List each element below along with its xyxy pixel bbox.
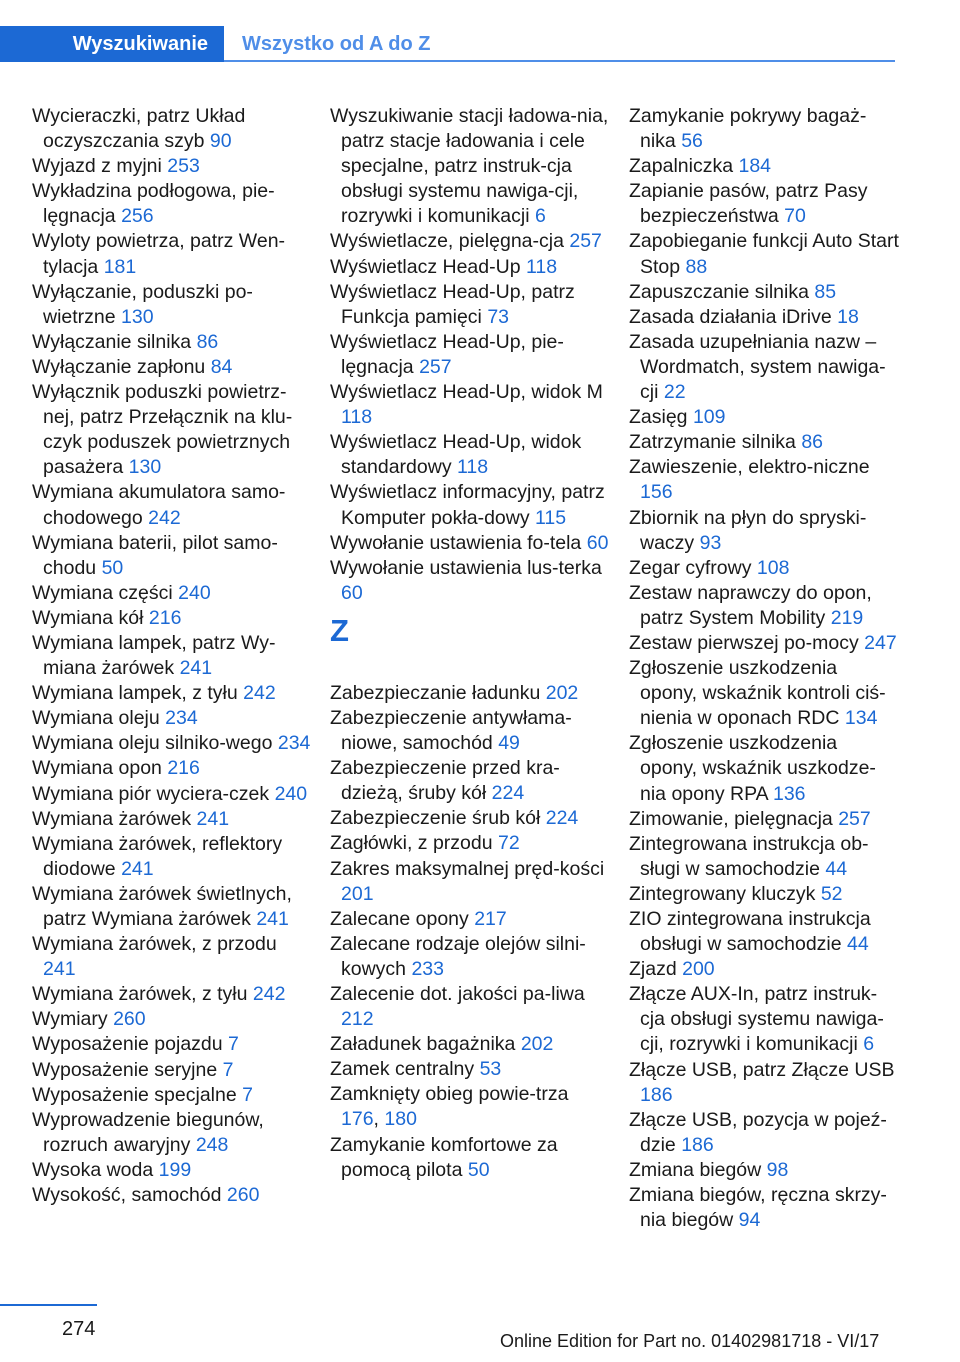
- page-reference-link[interactable]: 181: [103, 255, 137, 278]
- page-reference-link[interactable]: 52: [820, 882, 843, 905]
- page-reference-link[interactable]: 6: [863, 1033, 875, 1056]
- index-entry: [32, 731, 312, 756]
- page-reference-link[interactable]: 130: [128, 456, 162, 479]
- index-entry: [629, 330, 899, 405]
- index-entry-text: Złącze AUX-In, patrz instruk-cja obsługi systemu nawiga-cji, rozrywki i komunikacji: [629, 983, 884, 1056]
- index-entry: [330, 706, 610, 756]
- index-entry-text: Wyposażenie seryjne: [32, 1058, 218, 1081]
- page-reference-link[interactable]: 60: [341, 581, 363, 604]
- index-entry: [629, 1108, 899, 1158]
- index-entry: [629, 556, 899, 581]
- index-entry-text: Zamek centralny: [330, 1058, 475, 1081]
- index-entry: [330, 857, 610, 907]
- page-reference-link[interactable]: 240: [274, 782, 308, 805]
- page-reference-link[interactable]: 90: [209, 130, 232, 153]
- index-entry-text: Wyprowadzenie biegunów, rozruch awaryjny: [32, 1108, 264, 1156]
- section-letter-heading: Z: [330, 612, 349, 648]
- page-reference-link[interactable]: 202: [545, 681, 579, 704]
- page-reference-link[interactable]: 118: [341, 406, 373, 429]
- index-entry: [629, 982, 899, 1057]
- index-entry: [629, 506, 899, 556]
- index-entry: [32, 782, 312, 807]
- index-entry: [330, 531, 610, 556]
- index-entry-text: Zalecenie dot. jakości pa-liwa: [330, 983, 585, 1005]
- page-reference-link[interactable]: 234: [277, 732, 311, 755]
- index-entry: [32, 179, 312, 229]
- index-entry-text: Załadunek bagażnika: [330, 1033, 516, 1056]
- page-reference-link[interactable]: 219: [830, 606, 864, 629]
- index-entry-text: Wyświetlacz Head-Up, widok standardowy: [330, 431, 582, 479]
- page-reference-link[interactable]: 50: [467, 1158, 490, 1181]
- page-reference-link[interactable]: 242: [252, 983, 286, 1006]
- index-entry-text: Zmiana biegów: [629, 1158, 762, 1181]
- page-reference-link[interactable]: 241: [121, 857, 154, 880]
- page-number: 274: [62, 1318, 96, 1340]
- index-entry: [330, 280, 610, 330]
- page-reference-link[interactable]: 217: [474, 907, 507, 930]
- index-entry-text: Wyłączanie silnika: [32, 330, 192, 353]
- page-reference-link[interactable]: 241: [196, 807, 230, 830]
- index-entry: [32, 154, 312, 179]
- page-reference-link[interactable]: 18: [837, 305, 859, 328]
- page-reference-link[interactable]: 94: [738, 1209, 761, 1232]
- index-entry-text: Zapalniczka: [629, 155, 734, 178]
- tab-underline: [224, 60, 895, 62]
- page-reference-link[interactable]: 240: [178, 581, 211, 604]
- index-entry: [629, 832, 899, 882]
- index-entry: [330, 1032, 610, 1057]
- page-reference-link[interactable]: 118: [457, 456, 489, 479]
- index-entry: [629, 581, 899, 631]
- index-entry: [330, 681, 610, 706]
- index-entry-text: Wymiana akumulatora samo-chodowego: [32, 481, 286, 529]
- index-entry: [629, 1158, 899, 1183]
- page-reference-link[interactable]: 50: [101, 556, 124, 579]
- index-entry: [330, 756, 610, 806]
- footer-rule: [0, 1304, 97, 1306]
- index-entry: [32, 355, 312, 380]
- index-entry-text: Zintegrowana instrukcja ob-sługi w samochodzie: [629, 832, 869, 880]
- index-entry: [330, 480, 610, 530]
- index-entry: Zamknięty obieg powie-trza 176, 180: [330, 1083, 569, 1131]
- page-reference-link[interactable]: 93: [699, 531, 722, 554]
- page-reference-link[interactable]: 60: [586, 531, 609, 554]
- index-entry-text: Wymiana żarówek, z przodu: [32, 933, 277, 956]
- index-entry-text: Zakres maksymalnej pręd-kości: [330, 857, 605, 880]
- index-entry: [629, 907, 899, 957]
- index-entry-text: Zapianie pasów, patrz Pasy bezpieczeństwa: [629, 180, 868, 228]
- index-entry-text: Zawieszenie, elektro-niczne: [629, 456, 870, 479]
- index-entry: [32, 104, 312, 154]
- index-entry: [32, 606, 312, 631]
- index-entry-text: Wyświetlacz Head-Up, patrz Funkcja pamięci: [330, 280, 575, 328]
- index-entry: [32, 1058, 312, 1083]
- index-entry: [32, 1007, 312, 1032]
- index-entry-text: Wymiana lampek, patrz Wy-miana żarówek: [32, 631, 276, 680]
- index-entry-text: Zgłoszenie uszkodzenia opony, wskaźnik uszkodze-nia opony RPA: [629, 732, 876, 805]
- index-entry-text: Wymiana części: [32, 581, 173, 604]
- index-entry-text: Wywołanie ustawienia fo-tela: [330, 531, 582, 554]
- index-entry: [32, 631, 312, 681]
- index-entry-text: Wymiana baterii, pilot samo-chodu: [32, 531, 278, 579]
- index-column-3: [629, 104, 899, 1233]
- page-reference-link[interactable]: 22: [663, 381, 686, 404]
- index-entry-text: Zamknięty obieg powie-trza: [330, 1083, 569, 1106]
- page-reference-link[interactable]: 216: [167, 757, 200, 780]
- index-entry: [629, 455, 899, 505]
- index-entry-text: Zgłoszenie uszkodzenia opony, wskaźnik kontroli ciś-nienia w oponach RDC: [629, 657, 886, 730]
- page-reference-link[interactable]: 44: [825, 857, 848, 880]
- index-entry: [32, 531, 312, 581]
- index-entry-text: Wymiana lampek, z tyłu: [32, 682, 238, 705]
- index-entry-text: Zabezpieczenie śrub kół: [330, 807, 541, 830]
- index-entry: [330, 229, 610, 254]
- index-entry-text: Wymiana kół: [32, 606, 144, 629]
- index-entry-text: Wysoka woda: [32, 1158, 154, 1181]
- page-reference-link[interactable]: 7: [228, 1033, 239, 1056]
- page-reference-link[interactable]: 176: [341, 1108, 374, 1131]
- page-reference-link[interactable]: 248: [195, 1133, 229, 1156]
- page-reference-link[interactable]: 180: [384, 1108, 417, 1131]
- page-reference-link[interactable]: 130: [121, 305, 154, 328]
- page-reference-link[interactable]: 44: [847, 933, 869, 956]
- page-reference-link[interactable]: 234: [165, 707, 198, 730]
- index-entry: [32, 1032, 312, 1057]
- index-entry-text: Wyszukiwanie stacji ładowa-nia, patrz stacje ładowania i cele specjalne, patrz instruk-cja obsługi systemu nawiga-cji, rozrywki i komunikacji: [330, 105, 609, 228]
- index-entry-text: Wymiana oleju: [32, 707, 160, 730]
- index-entry-text: Zasada uzupełniania nazw – Wordmatch, system nawiga-cji: [629, 330, 886, 404]
- index-entry: [330, 380, 610, 430]
- index-entry: [629, 731, 899, 806]
- page-reference-link[interactable]: 184: [738, 155, 772, 178]
- index-entry: [330, 1057, 610, 1082]
- page-reference-link[interactable]: 118: [525, 255, 558, 278]
- page-reference-link[interactable]: 7: [222, 1058, 234, 1081]
- page-reference-link[interactable]: 186: [640, 1083, 673, 1106]
- page-reference-link[interactable]: 88: [685, 255, 708, 278]
- index-entry: [32, 1108, 312, 1158]
- index-entry: [629, 430, 899, 455]
- tab-wszystko-label: Wszystko od A do Z: [242, 32, 431, 55]
- page-reference-link[interactable]: 257: [569, 230, 602, 253]
- index-entry: [629, 229, 899, 279]
- index-entry-text: Zabezpieczenie przed kra-dzieżą, śruby kół: [330, 757, 560, 805]
- page-reference-link[interactable]: 224: [545, 807, 579, 830]
- index-entry: [32, 480, 312, 530]
- index-entry: [330, 907, 610, 932]
- page-reference-link[interactable]: 115: [535, 506, 567, 529]
- page-reference-link[interactable]: 186: [681, 1133, 714, 1156]
- page-reference-link[interactable]: 53: [479, 1058, 502, 1081]
- index-entry: [32, 882, 312, 932]
- index-entry-text: Zapuszczanie silnika: [629, 280, 809, 303]
- index-entry-text: Zalecane rodzaje olejów silni-kowych: [330, 932, 586, 980]
- index-entry: [330, 831, 610, 856]
- index-entry-text: Wyłączanie zapłonu: [32, 355, 206, 378]
- index-entry-text: Wyświetlacz Head-Up, pie-lęgnacja: [330, 330, 564, 378]
- page-reference-link[interactable]: 56: [681, 130, 703, 153]
- index-entry-text: Zbiornik na płyn do spryski-waczy: [629, 506, 867, 554]
- index-entry: [330, 556, 610, 606]
- index-entry-text: Zalecane opony: [330, 907, 469, 930]
- page-reference-link[interactable]: 86: [801, 431, 824, 454]
- index-entry: [330, 1133, 610, 1183]
- page-reference-link[interactable]: 241: [179, 657, 213, 680]
- edition-note: Online Edition for Part no. 01402981718 - VI/17: [500, 1331, 880, 1351]
- index-entry: [32, 581, 312, 606]
- page-reference-link[interactable]: 201: [341, 882, 374, 905]
- index-column-1: [32, 104, 312, 1208]
- index-entry-text: Wyposażenie specjalne: [32, 1083, 237, 1106]
- page-reference-link[interactable]: 7: [242, 1083, 253, 1106]
- index-entry-text: Wycieraczki, patrz Układ oczyszczania szyb: [32, 105, 246, 153]
- index-entry-text: Zabezpieczenie antywłama-niowe, samochód: [330, 706, 572, 755]
- index-entry: [330, 982, 610, 1032]
- page-reference-link[interactable]: 242: [148, 506, 181, 529]
- page-reference-link[interactable]: 256: [121, 205, 154, 228]
- index-entry-text: Zabezpieczanie ładunku: [330, 681, 541, 704]
- index-entry: [629, 957, 899, 982]
- page-reference-link[interactable]: 109: [692, 406, 726, 429]
- index-entry: [32, 807, 312, 832]
- index-entry-text: Zegar cyfrowy: [629, 556, 752, 579]
- index-entry: [330, 104, 610, 229]
- index-entry: [32, 380, 312, 480]
- index-entry-text: Zjazd: [629, 958, 677, 981]
- page-reference-link[interactable]: 86: [196, 330, 219, 353]
- index-entry: [32, 706, 312, 731]
- page-reference-link[interactable]: 73: [487, 305, 510, 328]
- index-entry: [629, 405, 899, 430]
- index-entry: [32, 1158, 312, 1183]
- index-entry: [629, 656, 899, 731]
- index-entry-text: Zasięg: [629, 406, 688, 429]
- index-entry: [629, 280, 899, 305]
- index-entry-text: Wymiana opon: [32, 757, 162, 780]
- page-reference-link[interactable]: 134: [844, 707, 878, 730]
- index-entry: [32, 681, 312, 706]
- page-reference-link[interactable]: 233: [411, 957, 444, 980]
- page-reference-link[interactable]: 257: [419, 355, 452, 378]
- index-entry-text: Wyłącznik poduszki powietrz-nej, patrz Przełącznik na klu-czyk poduszek powietrznych pasażera: [32, 381, 293, 479]
- index-entry-text: Zasada działania iDrive: [629, 305, 832, 328]
- index-entry-text: Zamykanie komfortowe za pomocą pilota: [330, 1133, 558, 1181]
- page-reference-link[interactable]: 216: [148, 606, 182, 629]
- index-entry: [32, 330, 312, 355]
- index-entry: [32, 1183, 312, 1208]
- index-entry-text: Wyświetlacz informacyjny, patrz Komputer pokła-dowy: [330, 481, 605, 529]
- page-reference-link[interactable]: 6: [534, 205, 546, 228]
- page-reference-link[interactable]: 212: [341, 1008, 374, 1031]
- index-entry: [32, 832, 312, 882]
- index-entry-text: Wyświetlacze, pielęgna-cja: [330, 230, 564, 253]
- index-entry: [629, 807, 899, 832]
- index-entry: [32, 756, 312, 781]
- index-entry: [629, 179, 899, 229]
- page-reference-link[interactable]: 260: [226, 1184, 260, 1207]
- tab-wszystko-od-a-do-z[interactable]: [242, 26, 431, 62]
- index-entry: [629, 1183, 899, 1233]
- index-entry-text: Zapobieganie funkcji Auto Start Stop: [629, 230, 899, 278]
- index-entry-text: Wysokość, samochód: [32, 1184, 222, 1207]
- index-entry-text: Zestaw pierwszej po-mocy: [629, 631, 859, 654]
- index-entry-text: Zestaw naprawczy do opon, patrz System Mobility: [629, 581, 872, 629]
- index-entry: [32, 280, 312, 330]
- index-entry: [629, 882, 899, 907]
- index-entry: [32, 982, 312, 1007]
- index-entry: [32, 932, 312, 982]
- index-entry: [629, 631, 899, 656]
- index-entry-text: Wymiana żarówek świetlnych, patrz Wymiana żarówek: [32, 882, 292, 930]
- index-entry-text: Wykładzina podłogowa, pie-lęgnacja: [32, 180, 275, 228]
- page-reference-link[interactable]: 241: [43, 958, 76, 981]
- index-entry: [330, 255, 610, 280]
- header-tabbar: [0, 26, 895, 62]
- index-entry-text: ZIO zintegrowana instrukcja obsługi w samochodzie: [629, 908, 871, 956]
- index-entry: [330, 806, 610, 831]
- page-reference-link[interactable]: 253: [167, 155, 200, 178]
- index-entry-text: Złącze USB, patrz Złącze USB: [629, 1058, 895, 1081]
- index-entry-text: Zintegrowany kluczyk: [629, 882, 816, 905]
- index-entry: [629, 104, 899, 154]
- index-entry-text: Wyświetlacz Head-Up, widok M: [330, 381, 603, 404]
- index-entry-text: Wyjazd z myjni: [32, 155, 162, 178]
- page-reference-link[interactable]: 70: [784, 205, 806, 228]
- index-entry-text: Wymiana oleju silniko-wego: [32, 732, 273, 755]
- page-reference-link[interactable]: 98: [766, 1158, 789, 1181]
- page-reference-link[interactable]: 224: [491, 782, 525, 805]
- index-entry: [330, 932, 610, 982]
- index-entry-text: Wyświetlacz Head-Up: [330, 255, 521, 278]
- index-entry-text: Wymiana piór wyciera-czek: [32, 782, 270, 805]
- index-entry-text: Złącze USB, pozycja w pojeź-dzie: [629, 1108, 887, 1156]
- page-reference-link[interactable]: 202: [520, 1033, 554, 1056]
- page-reference-link[interactable]: 241: [256, 908, 289, 930]
- index-entry: [629, 1058, 899, 1108]
- index-entry: [629, 154, 899, 179]
- index-entry-text: Wymiary: [32, 1008, 108, 1031]
- tab-wyszukiwanie-label: Wyszukiwanie: [72, 32, 208, 55]
- index-entry-text: Zatrzymanie silnika: [629, 431, 796, 454]
- index-entry-text: Wymiana żarówek: [32, 807, 192, 830]
- index-entry-text: Wymiana żarówek, reflektory diodowe: [32, 832, 283, 880]
- page-reference-link[interactable]: 156: [640, 481, 673, 504]
- index-entry-text: Zmiana biegów, ręczna skrzy-nia biegów: [629, 1184, 887, 1232]
- page-reference-link[interactable]: 200: [682, 958, 715, 981]
- index-entry-text: Wyposażenie pojazdu: [32, 1033, 223, 1056]
- index-entry-text: Wyłączanie, poduszki po-wietrzne: [32, 280, 253, 328]
- index-column-2: [330, 104, 610, 1183]
- page-reference-link[interactable]: 247: [864, 631, 897, 654]
- page-reference-link[interactable]: 257: [838, 807, 871, 830]
- page-reference-link[interactable]: 108: [756, 556, 790, 579]
- page-reference-link[interactable]: 84: [210, 355, 233, 378]
- page-reference-link[interactable]: 199: [158, 1158, 192, 1181]
- tab-wyszukiwanie[interactable]: [0, 26, 224, 62]
- page-reference-link[interactable]: 85: [814, 280, 837, 303]
- page-reference-link[interactable]: 72: [498, 832, 520, 855]
- index-entry-text: Zamykanie pokrywy bagaż-nika: [629, 105, 867, 153]
- index-entry-text: Wywołanie ustawienia lus-terka: [330, 556, 602, 579]
- index-entry: [629, 305, 899, 330]
- index-entry: [330, 330, 610, 380]
- page-reference-link[interactable]: 242: [243, 682, 276, 705]
- page-reference-link[interactable]: 136: [772, 782, 806, 805]
- page-reference-link[interactable]: 260: [113, 1008, 146, 1031]
- index-entry-text: Wyloty powietrza, patrz Wen-tylacja: [32, 230, 286, 278]
- index-entry-text: Zimowanie, pielęgnacja: [629, 807, 833, 830]
- index-entry-text: Zagłówki, z przodu: [330, 832, 493, 855]
- index-entry-text: Wymiana żarówek, z tyłu: [32, 983, 248, 1006]
- index-entry: [32, 229, 312, 279]
- index-entry: [32, 1083, 312, 1108]
- index-entry: [330, 430, 610, 480]
- page-reference-link[interactable]: 49: [498, 732, 520, 755]
